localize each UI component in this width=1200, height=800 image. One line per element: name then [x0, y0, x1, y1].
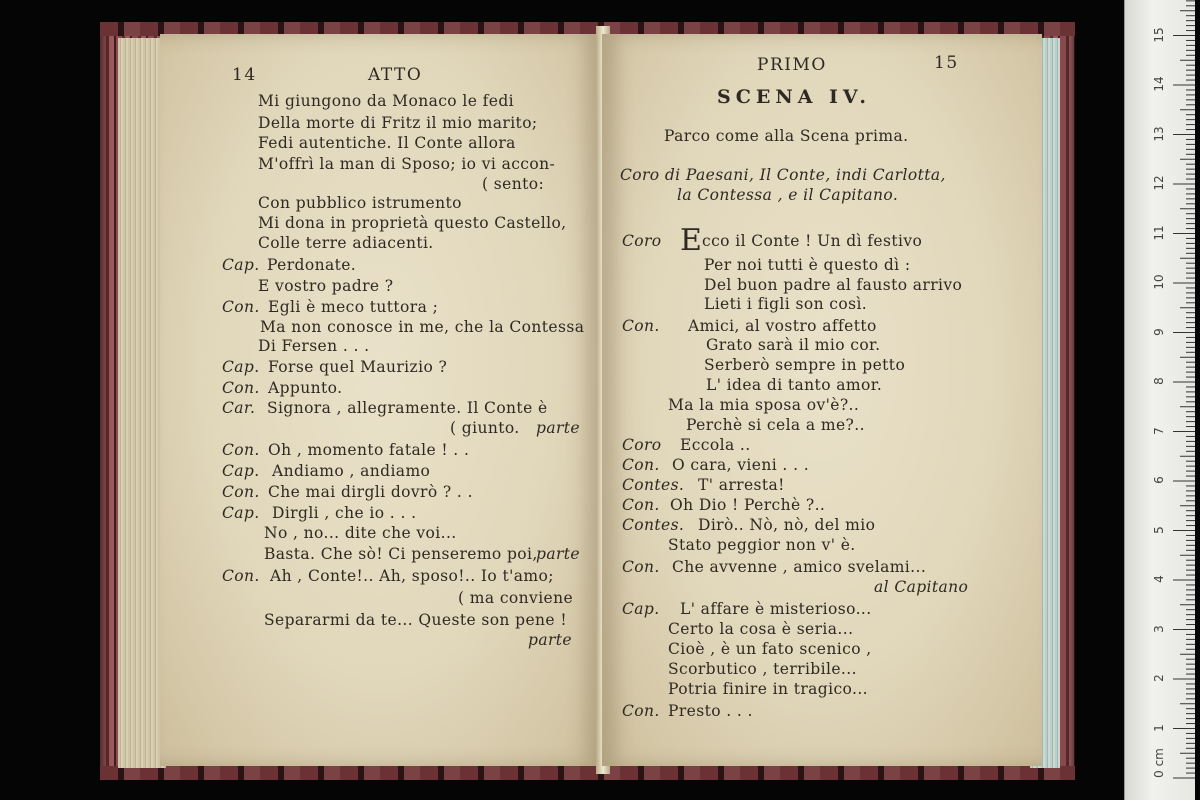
speaker-label: Con.: [622, 702, 660, 720]
stage-note: parte: [536, 545, 580, 563]
verse-line: Che avvenne , amico svelami...: [672, 558, 927, 576]
ruler-label: 12: [1152, 175, 1166, 191]
verse-line: Potria finire in tragico...: [668, 680, 868, 698]
verse-line: Perdonate.: [267, 256, 357, 274]
ruler-label: 4: [1152, 575, 1166, 583]
ruler-label: 13: [1152, 125, 1166, 142]
stage-note: parte: [536, 419, 580, 437]
ruler-label: 6: [1152, 476, 1166, 484]
verse-line: Ah , Conte!.. Ah, sposo!.. Io t'amo;: [270, 567, 554, 585]
running-head: PRIMO: [757, 55, 827, 75]
verse-line: Cioè , è un fato scenico ,: [668, 640, 872, 658]
page-number: 14: [232, 65, 257, 85]
verse-line: Stato peggior non v' è.: [668, 536, 856, 554]
verse-line: L' affare è misterioso...: [680, 600, 872, 618]
verse-line: Eccola ..: [680, 436, 751, 454]
verse-line: Di Fersen . . .: [258, 337, 370, 355]
verse-line: Serberò sempre in petto: [704, 356, 906, 374]
character-list-line: Coro di Paesani, Il Conte, indi Carlotta,: [620, 166, 946, 184]
left-page: [160, 34, 602, 766]
speaker-label: Cap.: [222, 358, 260, 376]
ruler-label: 8: [1152, 377, 1166, 385]
verse-line: Ma non conosce in me, che la Contessa: [260, 318, 585, 336]
speaker-label: Con.: [222, 298, 260, 316]
verse-line: Con pubblico istrumento: [258, 194, 462, 212]
verse-line: ( giunto.: [450, 419, 520, 437]
verse-line: Dirgli , che io . . .: [272, 504, 417, 522]
speaker-label: Coro: [622, 232, 662, 250]
verse-line: Dirò.. Nò, nò, del mio: [698, 516, 876, 534]
ruler-label: 14: [1152, 76, 1166, 92]
verse-line: Del buon padre al fausto arrivo: [704, 276, 963, 294]
ruler-label: 10: [1152, 274, 1166, 290]
ruler-label: 15: [1152, 26, 1166, 43]
speaker-label: Cap.: [222, 462, 260, 480]
verse-line: Separarmi da te... Queste son pene !: [264, 611, 567, 629]
verse-line: Perchè si cela a me?..: [686, 416, 865, 434]
right-page: [602, 34, 1042, 766]
speaker-label: Con.: [622, 496, 660, 514]
verse-line: No , no... dite che voi...: [264, 524, 457, 542]
page-number: 15: [934, 53, 959, 73]
speaker-label: Con.: [222, 567, 260, 585]
verse-line: Fedi autentiche. Il Conte allora: [258, 134, 516, 152]
verse-line: Mi dona in proprietà questo Castello,: [258, 214, 567, 232]
speaker-label: Coro: [622, 436, 662, 454]
verse-line: Per noi tutti è questo dì :: [704, 256, 911, 274]
ruler-label: 3: [1152, 624, 1166, 633]
verse-line: Mi giungono da Monaco le fedi: [258, 92, 514, 110]
verse-line: Certo la cosa è seria...: [668, 620, 854, 638]
stage-direction: Parco come alla Scena prima.: [664, 127, 909, 145]
verse-line: T' arresta!: [698, 476, 785, 494]
verse-line: O cara, vieni . . .: [672, 456, 810, 474]
verse-line: ( sento:: [482, 175, 545, 193]
verse-line: ( ma conviene: [458, 589, 574, 607]
verse-line: Che mai dirgli dovrò ? . .: [268, 483, 473, 501]
character-list-line: la Contessa , e il Capitano.: [677, 186, 899, 204]
speaker-label: Cap.: [222, 504, 260, 522]
verse-line: cco il Conte ! Un dì festivo: [702, 232, 923, 250]
speaker-label: Cap.: [622, 600, 660, 618]
verse-line: Della morte di Fritz il mio marito;: [258, 114, 538, 132]
verse-line: Ma la mia sposa ov'è?..: [668, 396, 860, 414]
verse-line: L' idea di tanto amor.: [706, 376, 883, 394]
verse-line: Egli è meco tuttora ;: [268, 298, 439, 316]
ruler-label: 9: [1152, 327, 1166, 336]
ruler-label: 5: [1152, 525, 1166, 534]
left-page-edges: [118, 38, 166, 768]
verse-line: Basta. Che sò! Ci penseremo poi,: [264, 545, 538, 563]
running-head: ATTO: [368, 65, 423, 85]
verse-line: Forse quel Maurizio ?: [268, 358, 448, 376]
verse-line: Appunto.: [268, 379, 343, 397]
speaker-label: Car.: [222, 399, 256, 417]
verse-line: Lieti i figli son così.: [704, 295, 868, 313]
verse-line: Amici, al vostro affetto: [688, 317, 877, 335]
ruler-label: 2: [1152, 674, 1166, 682]
speaker-label: Con.: [622, 456, 660, 474]
verse-line: M'offrì la man di Sposo; io vi accon-: [258, 155, 556, 173]
verse-line: Colle terre adiacenti.: [258, 234, 434, 252]
scene-title: SCENA IV.: [717, 86, 871, 108]
drop-initial: E: [680, 223, 703, 258]
verse-line: Oh , momento fatale ! . .: [268, 441, 470, 459]
speaker-label: Con.: [222, 441, 260, 459]
verse-line: Presto . . .: [668, 702, 753, 720]
verse-line: Andiamo , andiamo: [272, 462, 431, 480]
verse-line: Scorbutico , terribile...: [668, 660, 857, 678]
ruler-label: 11: [1152, 224, 1166, 241]
verse-line: E vostro padre ?: [258, 277, 394, 295]
ruler-label: 7: [1152, 426, 1166, 435]
speaker-label: Con.: [222, 483, 260, 501]
speaker-label: Con.: [222, 379, 260, 397]
speaker-label: Cap.: [222, 256, 260, 274]
stage-note: al Capitano: [874, 578, 969, 596]
verse-line: Oh Dio ! Perchè ?..: [670, 496, 826, 514]
speaker-label: Con.: [622, 558, 660, 576]
verse-line: Signora , allegramente. Il Conte è: [267, 399, 548, 417]
ruler-label: 1: [1152, 723, 1166, 732]
speaker-label: Contes.: [622, 476, 685, 494]
stage-note: parte: [528, 631, 572, 649]
measurement-ruler: [1124, 0, 1195, 800]
ruler-label: 0 cm: [1152, 748, 1166, 778]
verse-line: Grato sarà il mio cor.: [706, 336, 881, 354]
speaker-label: Contes.: [622, 516, 685, 534]
speaker-label: Con.: [622, 317, 660, 335]
